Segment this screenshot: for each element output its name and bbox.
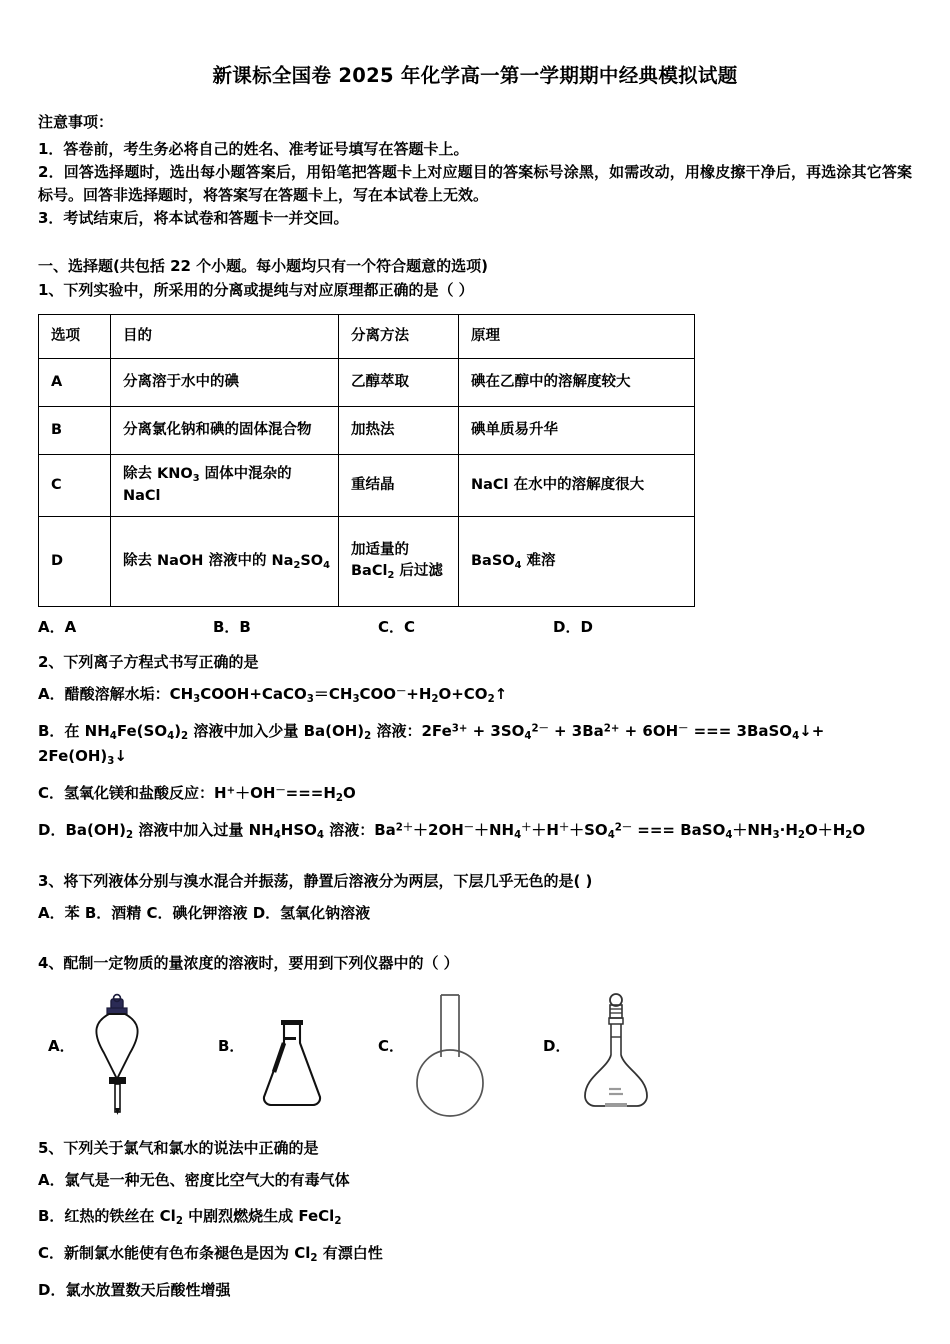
question-4-apparatus-row [38, 991, 912, 1123]
apparatus-d-label: D． [543, 1036, 571, 1055]
apparatus-c-label: C． [378, 1036, 405, 1055]
question-2-option-b[interactable]: B．在 $NH_4Fe(SO_4)_2$ 溶液中加入少量 $Ba(OH)_2$ 溶液：$2Fe^{3+} + 3SO_4^{2-} + 3Ba^{2+} + 6OH^-$ === 3BaSO$_4$↓+ $2Fe(OH)_3↓$ [38, 722, 825, 767]
table-row [39, 517, 695, 607]
answer-choice-a[interactable]: A．A [38, 618, 77, 637]
apparatus-option-b[interactable] [218, 991, 378, 1123]
row-c-option: C [39, 454, 111, 516]
row-b-principle: 碘单质易升华 [459, 406, 695, 454]
answer-choice-d[interactable]: D．D [553, 618, 593, 637]
question-3-options[interactable]: A．苯 B．酒精 C．碘化钾溶液 D．氢氧化钠溶液 [38, 904, 371, 923]
table-header-row [39, 314, 695, 358]
question-4-stem: 4、配制一定物质的量浓度的溶液时，要用到下列仪器中的（ ） [38, 953, 459, 972]
volumetric-flask-icon [577, 993, 657, 1117]
notice-item-3: 3．考试结束后，将本试卷和答题卡一并交回。 [38, 208, 349, 227]
header-option: 选项 [39, 314, 111, 358]
row-b-goal: 分离氯化钠和碘的固体混合物 [111, 406, 339, 454]
question-5-option-d[interactable]: D．氯水放置数天后酸性增强 [38, 1281, 231, 1300]
page-title: 新课标全国卷 2025 年化学高一第一学期期中经典模拟试题 [212, 64, 738, 87]
table-row [39, 406, 695, 454]
row-a-option: A [39, 358, 111, 406]
row-c-principle: NaCl 在水中的溶解度很大 [459, 454, 695, 516]
question-5-option-a[interactable]: A．氯气是一种无色、密度比空气大的有毒气体 [38, 1171, 350, 1190]
apparatus-a-label: A． [48, 1036, 75, 1055]
header-goal: 目的 [111, 314, 339, 358]
notice-item-2: 2．回答选择题时，选出每小题答案后，用铅笔把答题卡上对应题目的答案标号涂黑，如需改动，用橡皮擦干净后，再选涂其它答案标号。回答非选择题时，将答案写在答题卡上，写在本试卷上无效。 [38, 163, 912, 204]
question-3-stem: 3、将下列液体分别与溴水混合并振荡，静置后溶液分为两层，下层几乎无色的是( ) [38, 871, 593, 890]
conical-flask-icon [252, 1017, 332, 1112]
apparatus-option-a[interactable] [48, 991, 218, 1123]
question-2-option-c[interactable]: C．氢氧化镁和盐酸反应：$H^++OH^-===H_2O$ [38, 783, 356, 804]
section-heading: 一、选择题(共包括 22 个小题。每小题均只有一个符合题意的选项) [38, 257, 489, 276]
apparatus-b-label: B． [218, 1036, 245, 1055]
question-1-answers [38, 616, 912, 637]
question-1-stem: 1、下列实验中，所采用的分离或提纯与对应原理都正确的是（ ） [38, 280, 474, 299]
answer-choice-c[interactable]: C．C [378, 618, 416, 637]
question-2-stem: 2、下列离子方程式书写正确的是 [38, 653, 259, 672]
row-d-principle: BaSO$_4$ 难溶 [459, 517, 695, 607]
experiment-table [38, 314, 695, 607]
row-c-method: 重结晶 [339, 454, 459, 516]
question-2-option-d[interactable]: D．$Ba(OH)_2$ 溶液中加入过量 $NH_4HSO_4$ 溶液：$Ba^{2+}+2OH^-+NH_4^++H^++SO_4^{2-}$ === $BaSO_4+NH_3\cdot H_2O+H_2O$ [38, 820, 866, 841]
notice-item-1: 1．答卷前，考生务必将自己的姓名、准考证号填写在答题卡上。 [38, 140, 469, 159]
notice-heading: 注意事项： [38, 113, 114, 132]
row-b-option: B [39, 406, 111, 454]
row-c-goal: 除去 $KNO_3$ 固体中混杂的 NaCl [111, 454, 339, 516]
answer-choice-b[interactable]: B．B [213, 618, 251, 637]
table-row [39, 358, 695, 406]
row-a-method: 乙醇萃取 [339, 358, 459, 406]
apparatus-option-d[interactable] [543, 991, 723, 1123]
row-a-principle: 碘在乙醇中的溶解度较大 [459, 358, 695, 406]
apparatus-option-c[interactable] [378, 991, 548, 1123]
separatory-funnel-icon [82, 991, 152, 1121]
row-d-method: 加适量的 BaCl$_2$ 后过滤 [339, 517, 459, 607]
table-row [39, 454, 695, 516]
round-bottom-flask-icon [412, 991, 492, 1119]
row-b-method: 加热法 [339, 406, 459, 454]
question-5-option-b[interactable]: B．红热的铁丝在 $Cl_2$ 中剧烈燃烧生成 FeCl$_2$ [38, 1206, 342, 1227]
header-method: 分离方法 [339, 314, 459, 358]
row-a-goal: 分离溶于水中的碘 [111, 358, 339, 406]
row-d-goal: 除去 NaOH 溶液中的 $Na_2SO_4$ [111, 517, 339, 607]
question-2-option-a[interactable]: A．醋酸溶解水垢：$CH_3COOH+CaCO_3=CH_3COO^-+H_2O+CO_2↑$ [38, 685, 508, 706]
question-5-option-c[interactable]: C．新制氯水能使有色布条褪色是因为 $Cl_2$ 有漂白性 [38, 1243, 383, 1264]
question-5-stem: 5、下列关于氯气和氯水的说法中正确的是 [38, 1138, 319, 1157]
row-d-option: D [39, 517, 111, 607]
header-principle: 原理 [459, 314, 695, 358]
